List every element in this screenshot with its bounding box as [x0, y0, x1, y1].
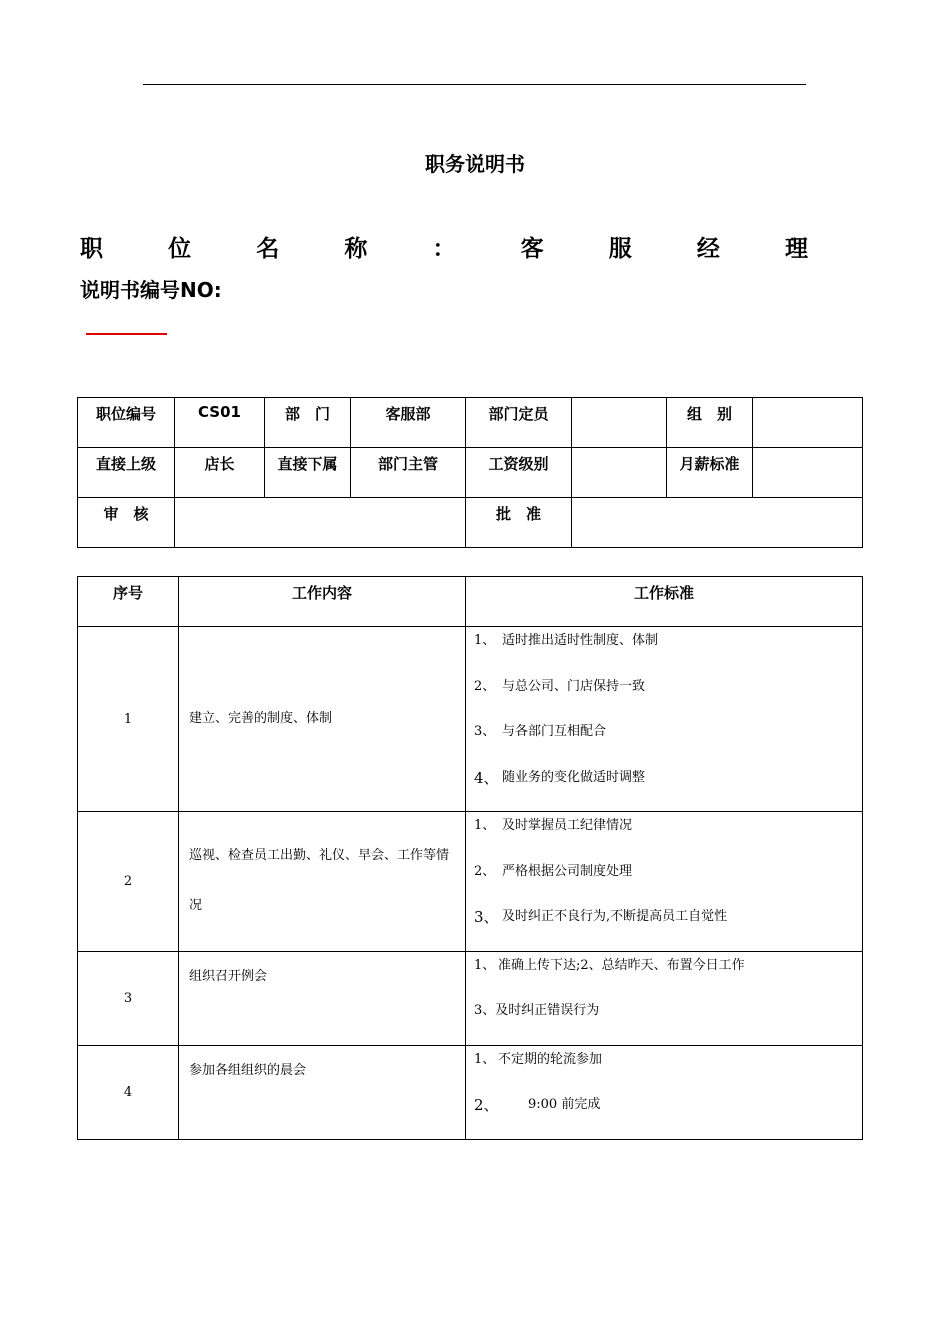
info-row: [78, 448, 863, 498]
info-cell: 部门定员: [466, 398, 572, 448]
standard-item: 1、 及时掌握员工纪律情况: [474, 818, 633, 833]
standard-item: 4、 随业务的变化做适时调整: [474, 768, 646, 787]
info-row: [78, 398, 863, 448]
task-number: 3: [78, 951, 179, 1045]
position-char: 职: [80, 236, 103, 262]
standard-item: 3、 与各部门互相配合: [474, 724, 607, 739]
info-cell: 职位编号: [78, 398, 175, 448]
info-cell: [753, 398, 863, 448]
standard-item: 2、 与总公司、门店保持一致: [474, 678, 646, 694]
task-row: [78, 812, 863, 952]
position-info-table: [77, 397, 863, 548]
task-number: 4: [78, 1045, 179, 1139]
info-cell: [572, 398, 667, 448]
task-number: 2: [78, 812, 179, 952]
info-cell: 直接下属: [265, 448, 351, 498]
info-cell: 组 别: [667, 398, 753, 448]
position-char: 位: [168, 236, 192, 262]
info-cell: [572, 448, 667, 498]
standard-item: 3、 及时纠正不良行为,不断提高员工自觉性: [474, 908, 728, 926]
info-cell: 审 核: [78, 498, 175, 548]
task-content: 建立、完善的制度、体制: [179, 627, 466, 812]
task-content: 巡视、检查员工出勤、礼仪、早会、工作等情况: [179, 812, 466, 952]
info-cell: 批 准: [466, 498, 572, 548]
task-content: 组织召开例会: [179, 951, 466, 1045]
info-cell: 店长: [175, 448, 265, 498]
position-char: 客: [520, 236, 544, 262]
info-row: [78, 498, 863, 548]
task-row: [78, 627, 863, 812]
standard-item: 3、及时纠正错误行为: [474, 1003, 600, 1018]
task-header-row: [78, 577, 863, 627]
info-cell: 部 门: [265, 398, 351, 448]
standard-item: 2、 9:00 前完成: [474, 1096, 601, 1114]
standard-item: 2、 严格根据公司制度处理: [474, 863, 633, 879]
position-name-line: [80, 230, 808, 263]
work-task-table: [77, 576, 863, 1140]
info-cell: 部门主管: [351, 448, 466, 498]
info-cell: CS01: [175, 398, 265, 448]
info-cell: 月薪标准: [667, 448, 753, 498]
task-row: [78, 951, 863, 1045]
position-char: 理: [785, 236, 808, 262]
header-content: 工作内容: [179, 577, 466, 627]
document-number-label: 说明书编号NO:: [80, 278, 222, 302]
info-cell: [175, 498, 466, 548]
position-char: 经: [696, 236, 720, 262]
position-char: 名: [256, 236, 280, 262]
standard-item: 1、 准确上传下达;2、总结昨天、布置今日工作: [474, 957, 745, 973]
task-standards: [466, 951, 863, 1045]
info-cell: 工资级别: [466, 448, 572, 498]
task-standards: [466, 1045, 863, 1139]
task-number: 1: [78, 627, 179, 812]
position-char: 称: [344, 236, 368, 262]
info-cell: [572, 498, 863, 548]
standard-item: 1、 适时推出适时性制度、体制: [474, 633, 659, 648]
task-standards: [466, 812, 863, 952]
position-char: 服: [608, 236, 632, 262]
info-cell: 直接上级: [78, 448, 175, 498]
task-standards: [466, 627, 863, 812]
header-rule: [143, 84, 806, 85]
header-seq: 序号: [78, 577, 179, 627]
task-row: [78, 1045, 863, 1139]
standard-item: 1、 不定期的轮流参加: [474, 1051, 603, 1067]
header-standard: 工作标准: [466, 577, 863, 627]
position-char: ：: [432, 236, 456, 262]
red-underline: [86, 333, 167, 335]
info-cell: [753, 448, 863, 498]
info-cell: 客服部: [351, 398, 466, 448]
task-content: 参加各组组织的晨会: [179, 1045, 466, 1139]
document-title: 职务说明书: [425, 152, 525, 176]
